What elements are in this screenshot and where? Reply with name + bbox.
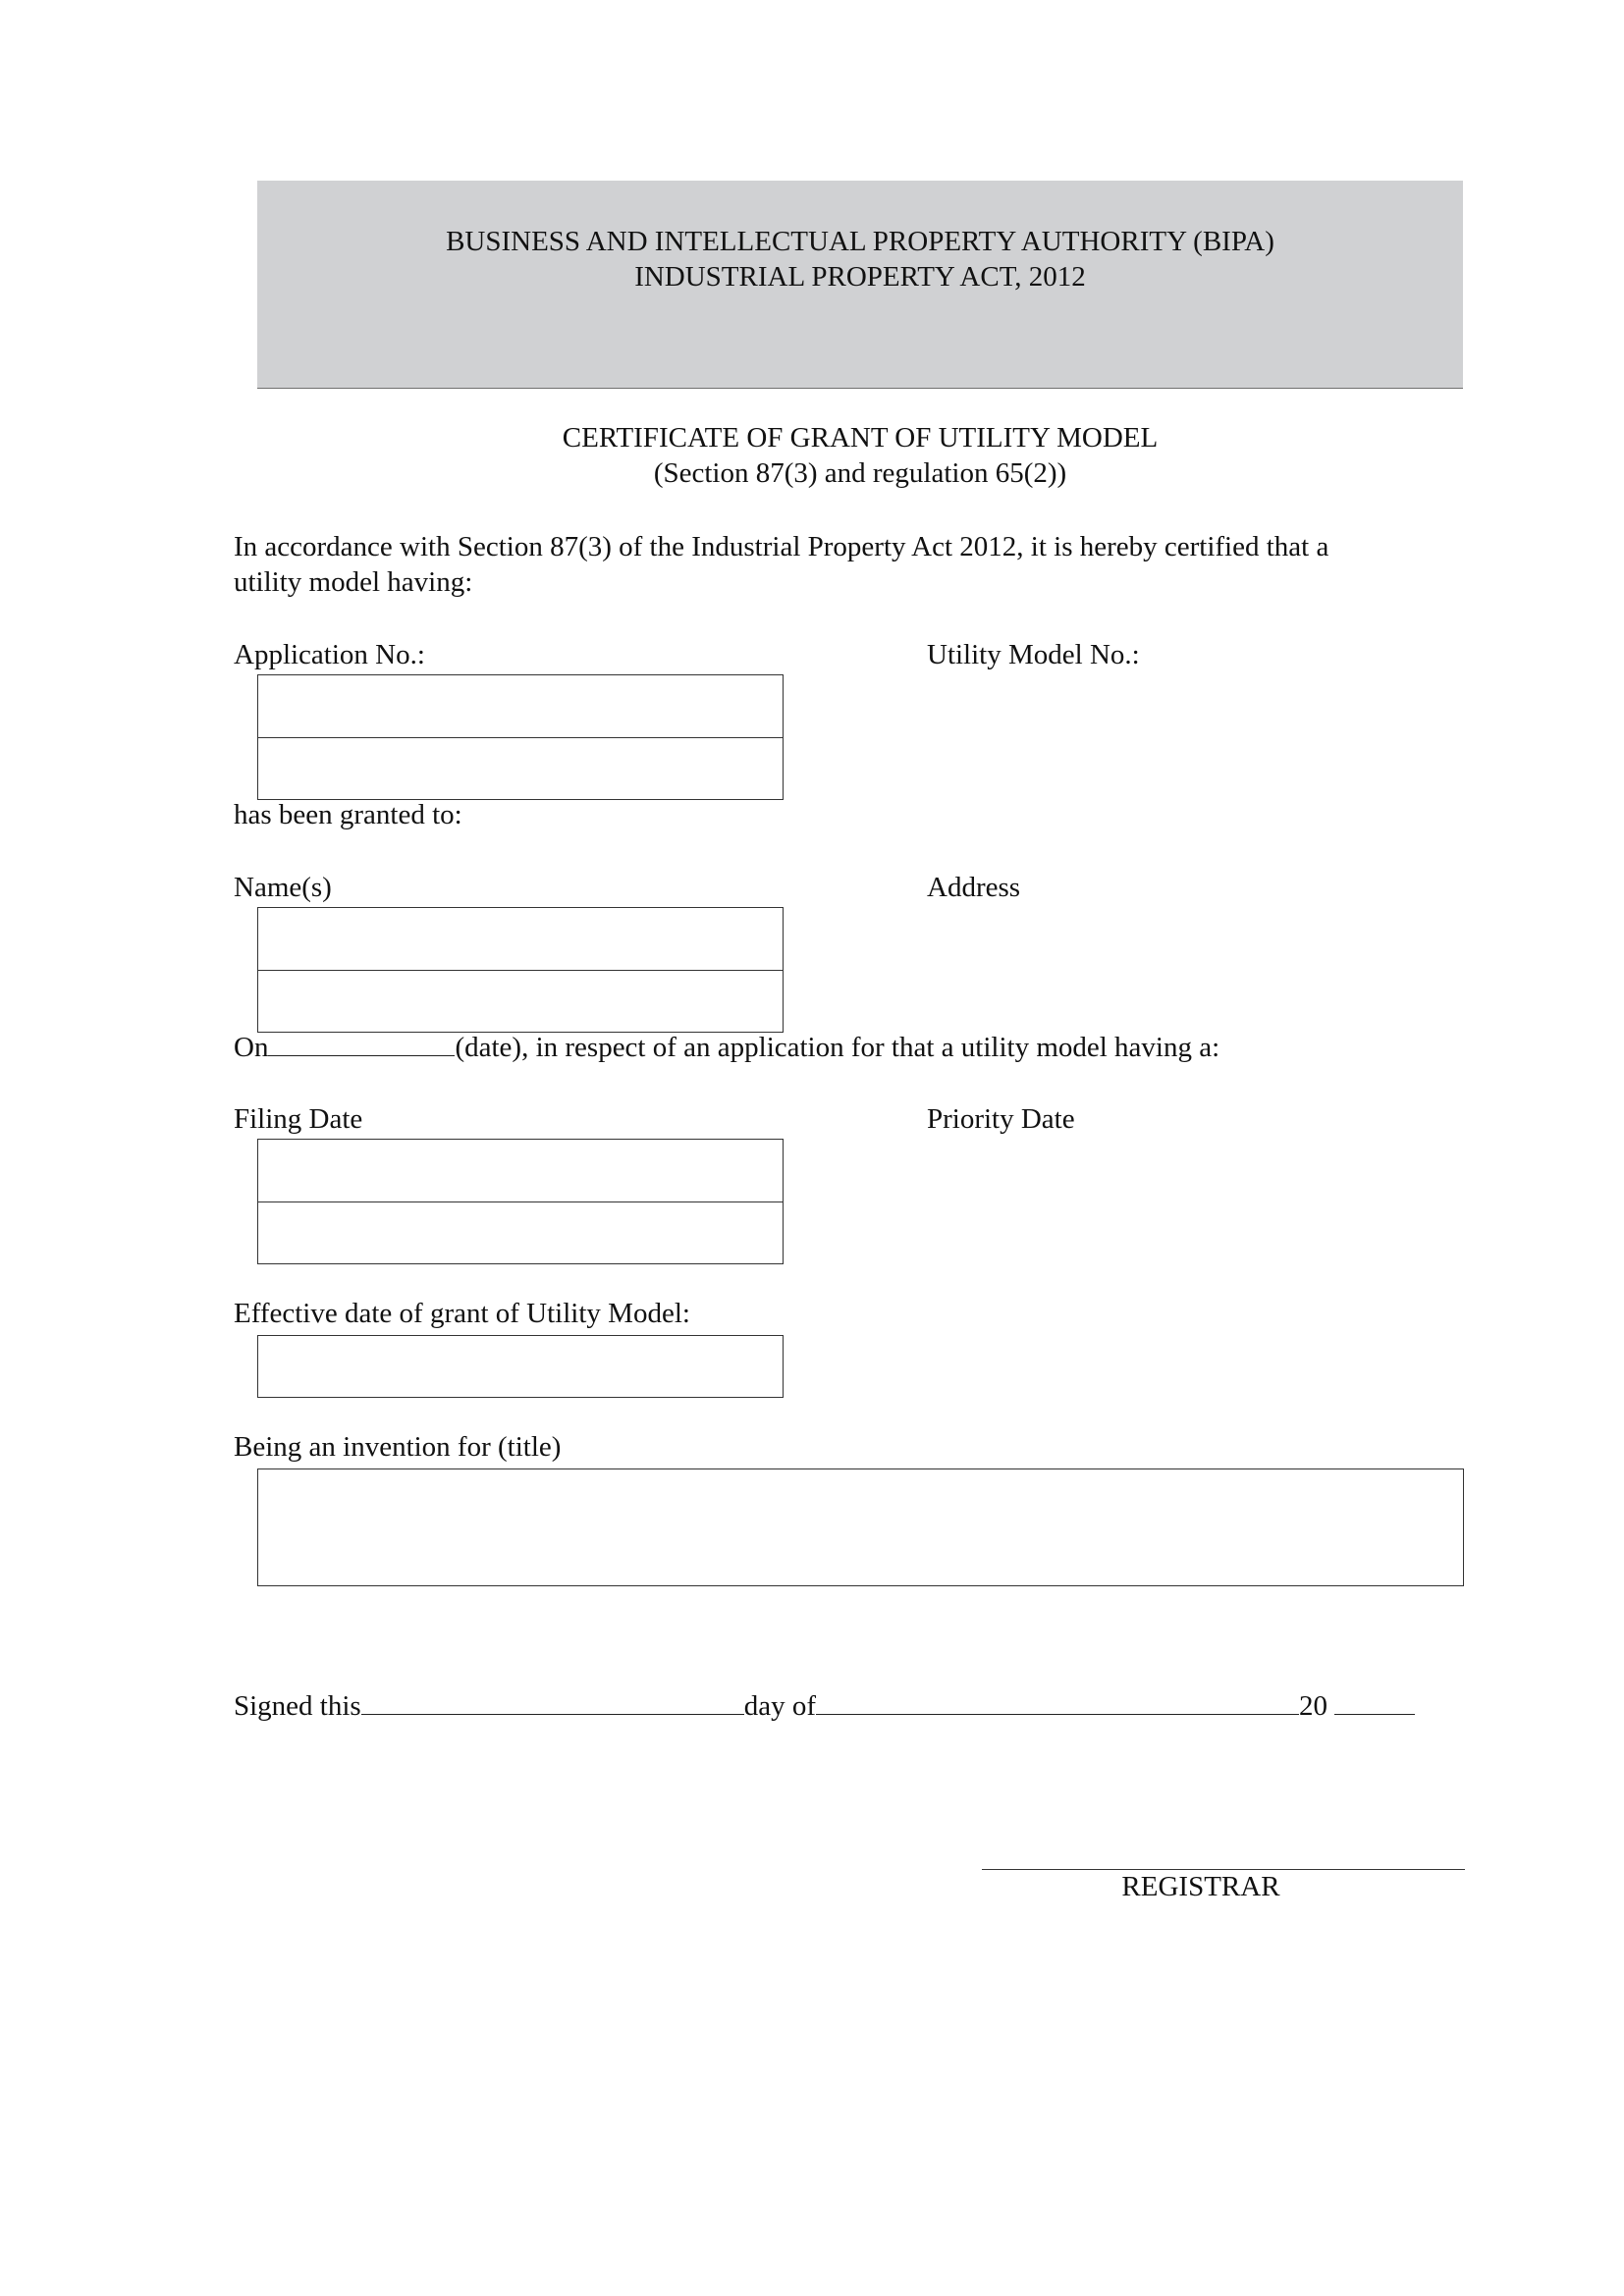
- priority-date-label: Priority Date: [927, 1103, 1075, 1135]
- header-band: [257, 181, 1463, 389]
- effective-date-label: Effective date of grant of Utility Model:: [234, 1298, 690, 1329]
- signed-this-label: Signed this: [234, 1690, 361, 1722]
- filing-date-field[interactable]: [258, 1140, 783, 1201]
- certificate-subtitle: (Section 87(3) and regulation 65(2)): [653, 457, 1067, 489]
- act-name: INDUSTRIAL PROPERTY ACT, 2012: [634, 261, 1086, 293]
- priority-date-field[interactable]: [258, 1201, 783, 1263]
- invention-title-field[interactable]: [257, 1468, 1464, 1586]
- registrar-label: REGISTRAR: [1121, 1871, 1280, 1902]
- names-label: Name(s): [234, 872, 332, 903]
- granted-to-label: has been granted to:: [234, 799, 462, 830]
- intro-line-2: utility model having:: [234, 566, 473, 598]
- application-no-box[interactable]: [257, 674, 784, 800]
- month-blank[interactable]: [816, 1690, 1299, 1715]
- on-suffix: (date), in respect of an application for that a utility model having a:: [455, 1032, 1220, 1063]
- filing-date-label: Filing Date: [234, 1103, 363, 1135]
- day-of-label: day of: [743, 1690, 816, 1722]
- intro-line-1: In accordance with Section 87(3) of the Industrial Property Act 2012, it is hereby certified that a: [234, 531, 1329, 562]
- year-blank[interactable]: [1334, 1690, 1415, 1715]
- application-no-field[interactable]: [258, 675, 783, 737]
- effective-date-field[interactable]: [257, 1335, 784, 1398]
- address-label: Address: [927, 872, 1021, 903]
- utility-model-no-label: Utility Model No.:: [927, 639, 1140, 670]
- grant-date-blank[interactable]: [268, 1032, 455, 1056]
- names-field[interactable]: [258, 908, 783, 970]
- certificate-title: CERTIFICATE OF GRANT OF UTILITY MODEL: [562, 422, 1159, 454]
- signed-line: [234, 1688, 1415, 1724]
- filing-date-box[interactable]: [257, 1139, 784, 1264]
- on-date-line: [234, 1030, 1219, 1065]
- year-prefix: 20: [1299, 1690, 1327, 1722]
- utility-model-no-field[interactable]: [258, 737, 783, 799]
- day-blank[interactable]: [361, 1690, 744, 1715]
- authority-name: BUSINESS AND INTELLECTUAL PROPERTY AUTHORITY (BIPA): [446, 226, 1274, 257]
- application-no-label: Application No.:: [234, 639, 425, 670]
- address-field[interactable]: [258, 970, 783, 1032]
- on-prefix: On: [234, 1032, 269, 1063]
- names-box[interactable]: [257, 907, 784, 1033]
- invention-title-label: Being an invention for (title): [234, 1431, 562, 1463]
